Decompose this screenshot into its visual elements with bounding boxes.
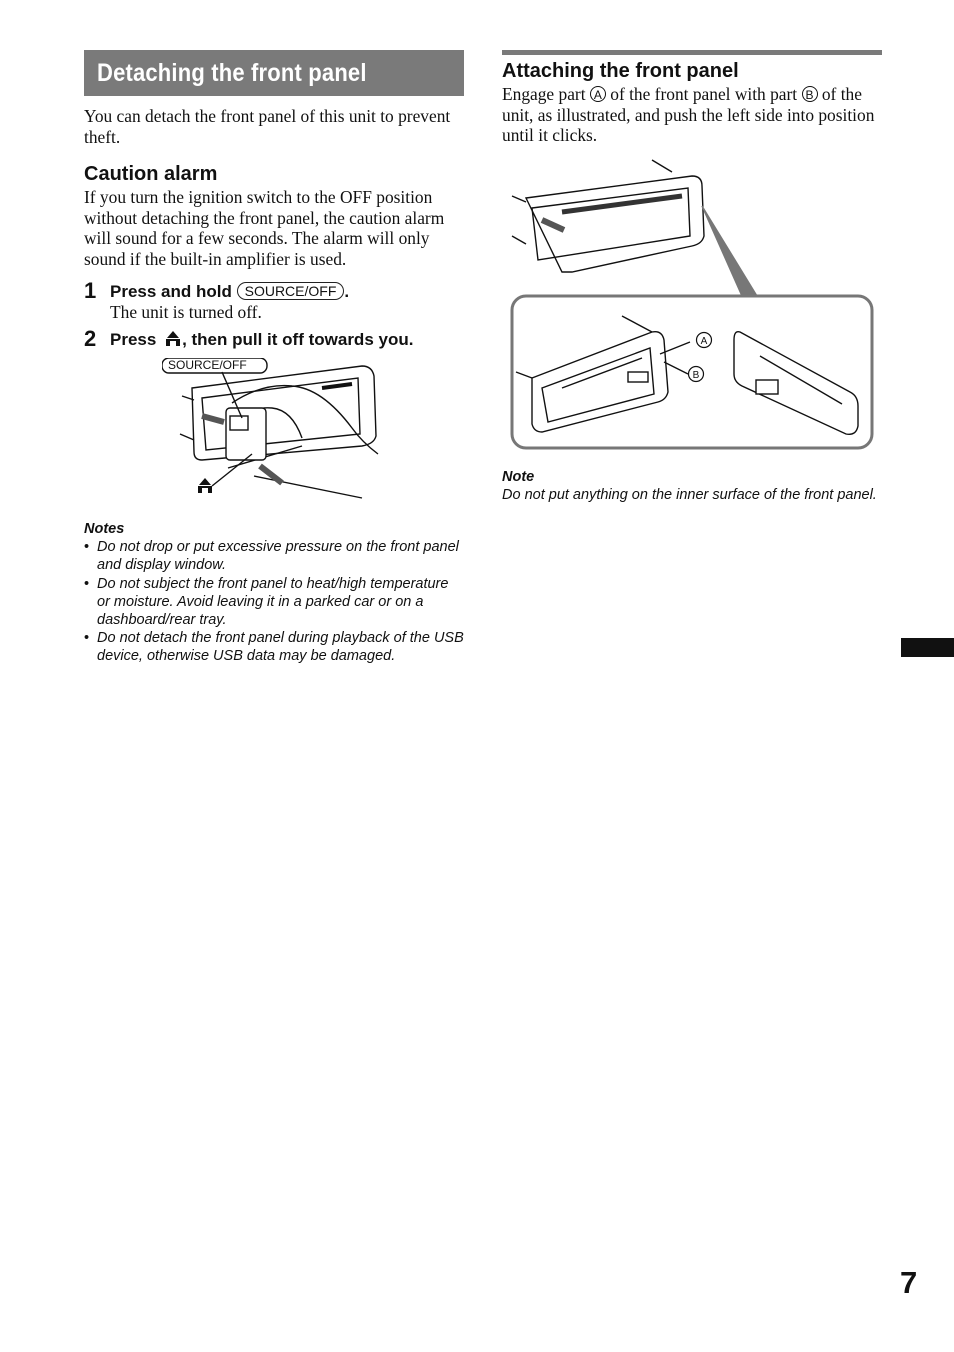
note-text: Do not put anything on the inner surface of the front panel.	[502, 486, 877, 503]
detach-illustration	[162, 358, 462, 508]
notes-heading: Notes	[84, 521, 125, 538]
figure-source-off-label: SOURCE/OFF	[168, 358, 247, 373]
section-rule	[502, 50, 882, 55]
release-icon	[164, 330, 182, 347]
attach-text-part: Engage part	[502, 84, 586, 104]
attach-text-part: of the unit, as illustrated, and push the left side into position until it clicks.	[502, 84, 875, 146]
page-number: 7	[900, 1265, 918, 1300]
step-1	[84, 277, 464, 323]
caution-heading: Caution alarm	[84, 163, 218, 186]
intro-text: You can detach the front panel of this unit to prevent theft.	[84, 106, 451, 147]
attach-text	[502, 84, 882, 146]
label-b-marker	[689, 366, 704, 381]
step-tail: .	[344, 281, 350, 301]
source-off-button-label: SOURCE/OFF	[237, 282, 345, 300]
step-number: 2	[84, 326, 97, 352]
part-a-marker: A	[590, 86, 606, 102]
step-lead: Press	[110, 330, 157, 350]
note-item: • Do not subject the front panel to heat/high temperature or moisture. Avoid leaving it in a parked car or on a dashboard/rear tray.	[84, 575, 464, 630]
step-2	[84, 326, 464, 352]
label-a-text: A	[700, 335, 708, 347]
step-number: 1	[84, 277, 97, 303]
step-instruction	[110, 282, 464, 302]
section-title-bar	[84, 50, 464, 96]
note-heading: Note	[502, 468, 535, 485]
caution-text: If you turn the ignition switch to the OFF position without detaching the front panel, the caution alarm will sound for a few seconds. The alarm will only sound if the built-in amplifier is used.	[84, 187, 445, 269]
left-column	[84, 50, 464, 666]
step-lead: Press and hold	[110, 281, 232, 301]
label-a-marker	[697, 332, 712, 347]
attach-text-part: of the front panel with part	[610, 84, 798, 104]
section-tab	[901, 638, 954, 657]
part-b-marker: B	[802, 86, 818, 102]
note-item: • Do not detach the front panel during playback of the USB device, otherwise USB data may be damaged.	[84, 629, 464, 665]
section-title: Detaching the front panel	[97, 59, 367, 87]
release-icon-callout	[198, 478, 212, 493]
step-sub-text: The unit is turned off.	[110, 301, 262, 322]
note-item: • Do not drop or put excessive pressure on the front panel and display window.	[84, 538, 464, 574]
step-instruction	[110, 330, 464, 350]
right-column	[502, 50, 882, 504]
label-b-text: B	[692, 369, 700, 381]
attach-heading: Attaching the front panel	[502, 60, 739, 82]
notes-list	[84, 538, 464, 665]
step-tail: , then pull it off towards you.	[182, 330, 414, 350]
attach-illustration	[502, 156, 882, 456]
